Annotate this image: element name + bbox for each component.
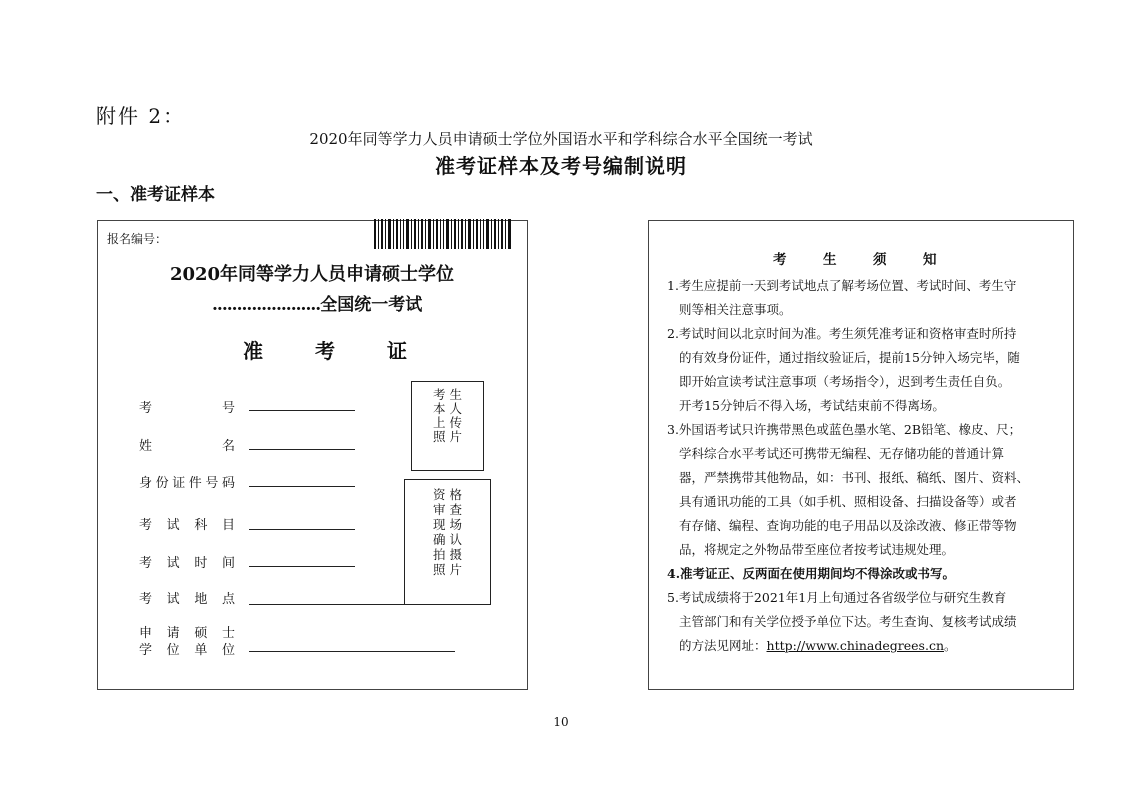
field-label-subject: 考 试 科 目 [139,518,235,533]
card-title-line1: 2020年同等学力人员申请硕士学位 [169,264,455,285]
notice-line: 即开始宣读考试注意事项（考场指令），迟到考生责任自负。 [679,374,1011,389]
notice-line: 5.考试成绩将于2021年1月上旬通过各省级学位与研究生教育 [667,590,1007,605]
registration-number-label: 报名编号： [107,232,168,246]
card-title-admission-ticket [243,335,407,364]
card-title-dots: ...................... [212,295,321,315]
field-line-id-number [249,486,355,487]
card-title-line2-text: 全国统一考试 [320,295,423,315]
card-title-char: 准 [243,339,263,363]
field-label-apply-unit-2: 学 位 单 位 [139,643,235,658]
barcode-image [374,219,511,249]
notice-line: 品，将规定之外物品带至座位者按考试违规处理。 [679,542,955,557]
notice-line: 2.考试时间以北京时间为准。考生须凭准考证和资格审查时所持 [667,326,1017,341]
field-label-place: 考 试 地 点 [139,592,235,607]
notice-line: 的有效身份证件，通过指纹验证后，提前15分钟入场完毕，随 [679,350,1020,365]
field-line-apply-unit [249,651,455,652]
notice-line-url: 的方法见网址：http://www.chinadegrees.cn。 [679,638,957,653]
document-title: 准考证样本及考号编制说明 [435,154,687,178]
field-label-apply-unit-1: 申 请 硕 士 [139,626,235,641]
field-line-name [249,449,355,450]
field-label-id-number: 身 份 证 件 号 码 [139,476,235,491]
notice-line: 具有通讯功能的工具（如手机、照相设备、扫描设备等）或者 [679,494,1017,509]
notice-line: 则等相关注意事项。 [679,302,792,317]
document-subtitle: 2020年同等学力人员申请硕士学位外国语水平和学科综合水平全国统一考试 [309,130,813,148]
notice-line: 器，严禁携带其他物品，如：书刊、报纸、稿纸、图片、资料、 [679,470,1030,485]
attachment-label: 附件 2： [96,104,186,128]
photo-onsite-label: 资 格 审 查 现 场 确 认 拍 摄 照 片 [433,487,462,577]
card-title-char: 考 [315,339,335,363]
field-label-exam-number: 考 号 [139,401,235,416]
field-label-time: 考 试 时 间 [139,556,235,571]
notice-line: 学科综合水平考试还可携带无编程、无存储功能的普通计算 [679,446,1005,461]
notice-line: 3.外国语考试只许携带黑色或蓝色墨水笔、2B铅笔、橡皮、尺； [667,422,1022,437]
notice-line: 有存储、编程、查询功能的电子用品以及涂改液、修正带等物 [679,518,1017,533]
field-line-exam-number [249,410,355,411]
field-label-name: 姓 名 [139,439,235,454]
field-line-subject [249,529,355,530]
field-line-time [249,566,355,567]
section-heading: 一、准考证样本 [96,185,215,205]
notice-title: 考 生 须 知 [773,252,937,268]
page-number: 10 [553,715,569,729]
card-title-line2 [212,290,422,315]
website-link[interactable]: http://www.chinadegrees.cn [766,638,944,653]
notice-line-bold: 4.准考证正、反两面在使用期间均不得涂改或书写。 [667,566,956,581]
photo-upload-label: 考 生 本 人 上 传 照 片 [433,387,462,444]
notice-line: 1.考生应提前一天到考试地点了解考场位置、考试时间、考生守 [667,278,1017,293]
notice-line: 主管部门和有关学位授予单位下达。考生查询、复核考试成绩 [679,614,1017,629]
notice-line: 开考15分钟后不得入场，考试结束前不得离场。 [679,398,945,413]
card-title-char: 证 [387,339,407,363]
